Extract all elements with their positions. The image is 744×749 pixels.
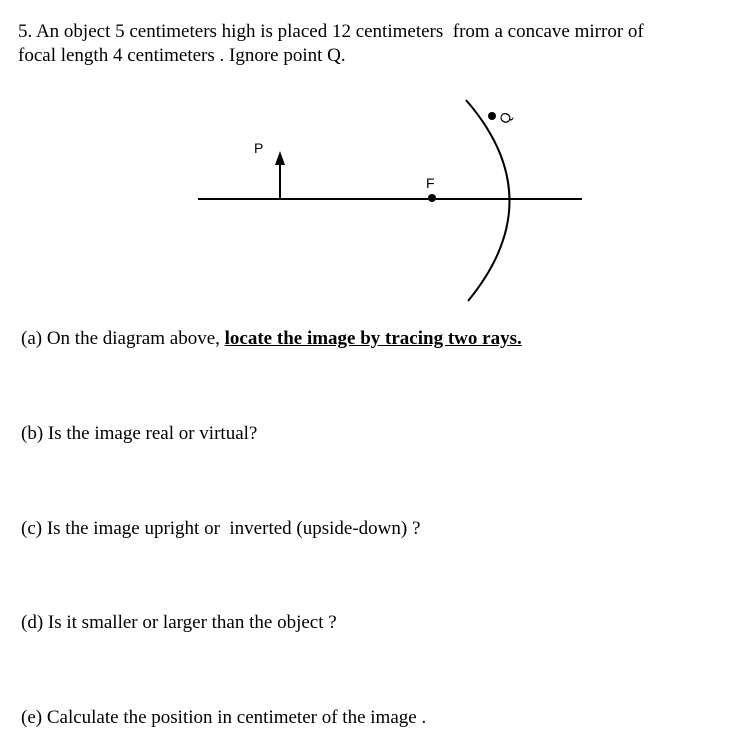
label-p: P — [254, 140, 264, 156]
problem-line-2: focal length 4 centimeters . Ignore point Q. — [18, 45, 346, 66]
question-a-prefix: (a) On the diagram above, — [21, 328, 225, 349]
label-q: Q — [495, 109, 515, 127]
object-arrow-head — [275, 151, 285, 165]
label-f: F — [426, 175, 435, 191]
question-c: (c) Is the image upright or inverted (upside-down) ? — [21, 518, 421, 539]
question-d: (d) Is it smaller or larger than the object ? — [21, 612, 337, 633]
focal-point-dot — [428, 194, 436, 202]
question-b: (b) Is the image real or virtual? — [21, 423, 258, 444]
concave-mirror — [466, 100, 510, 301]
question-e: (e) Calculate the position in centimeter of the image . — [21, 707, 427, 728]
problem-line-1: 5. An object 5 centimeters high is placed 12 centimeters from a concave mirror of — [18, 21, 644, 42]
question-a — [21, 328, 522, 350]
question-a-emphasis: locate the image by tracing two rays. — [224, 328, 522, 349]
point-q-dot — [488, 112, 496, 120]
